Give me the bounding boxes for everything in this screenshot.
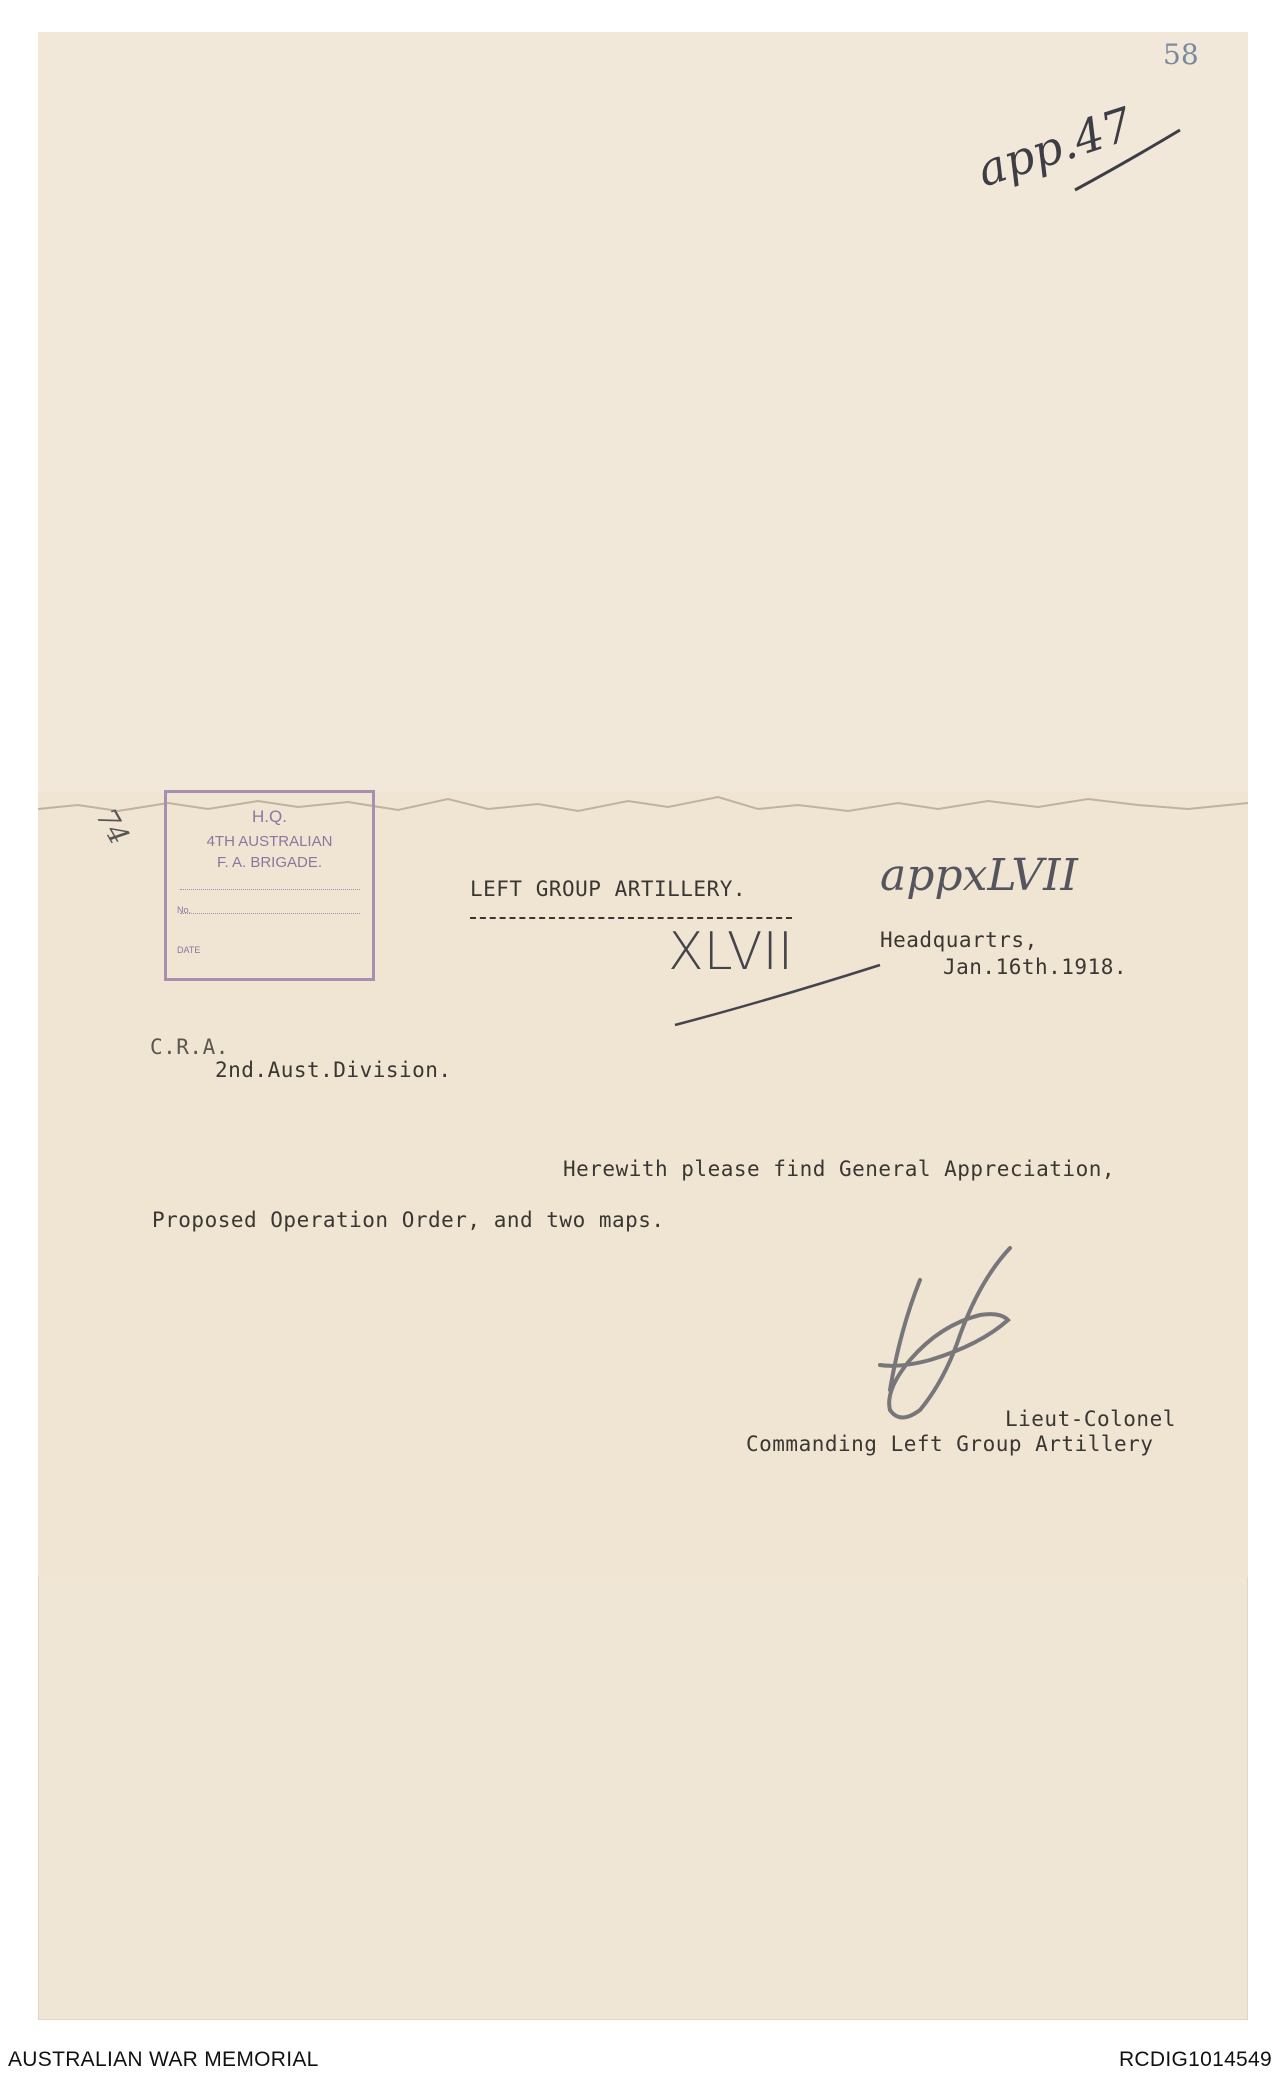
body-line-2: Proposed Operation Order, and two maps. [152,1208,665,1232]
stamp-line-unit: 4TH AUSTRALIAN [206,833,333,850]
signature [860,1240,1035,1430]
addressee-line-2: 2nd.Aust.Division. [215,1058,452,1082]
annotation-header-right: appxLVII [880,850,1078,901]
stamp-no-label: No. [177,905,192,915]
addressee-line-1: C.R.A. [150,1035,229,1059]
letter-place: Headquartrs, [880,928,1038,952]
unit-heading: LEFT GROUP ARTILLERY. [470,877,747,901]
stamp-date-rule [180,913,360,915]
footer-record-id: RCDIG1014549 [1118,2048,1272,2071]
signatory-role: Commanding Left Group Artillery [746,1432,1154,1456]
annotation-roman-numeral: XLVII [668,922,794,982]
brigade-stamp [164,790,375,981]
heading-underline [470,917,792,919]
signatory-rank: Lieut-Colonel [1005,1407,1176,1431]
body-line-1: Herewith please find General Appreciation, [563,1157,1116,1181]
annotation-top-right: app.47 [970,96,1139,198]
document-sheet [38,32,1248,2020]
footer-archive-name: AUSTRALIAN WAR MEMORIAL [8,2048,319,2071]
stamp-no-rule [180,889,360,891]
stamp-line-hq: H.Q. [252,807,287,826]
margin-number: 74 [89,802,137,851]
stamp-date-label: DATE [177,945,201,955]
annotation-roman-underline [670,960,890,1030]
annotation-underline [1070,120,1190,200]
stamp-line-brigade: F. A. BRIGADE. [216,854,323,871]
letter-date: Jan.16th.1918. [943,955,1128,979]
folio-number: 58 [1163,38,1199,71]
